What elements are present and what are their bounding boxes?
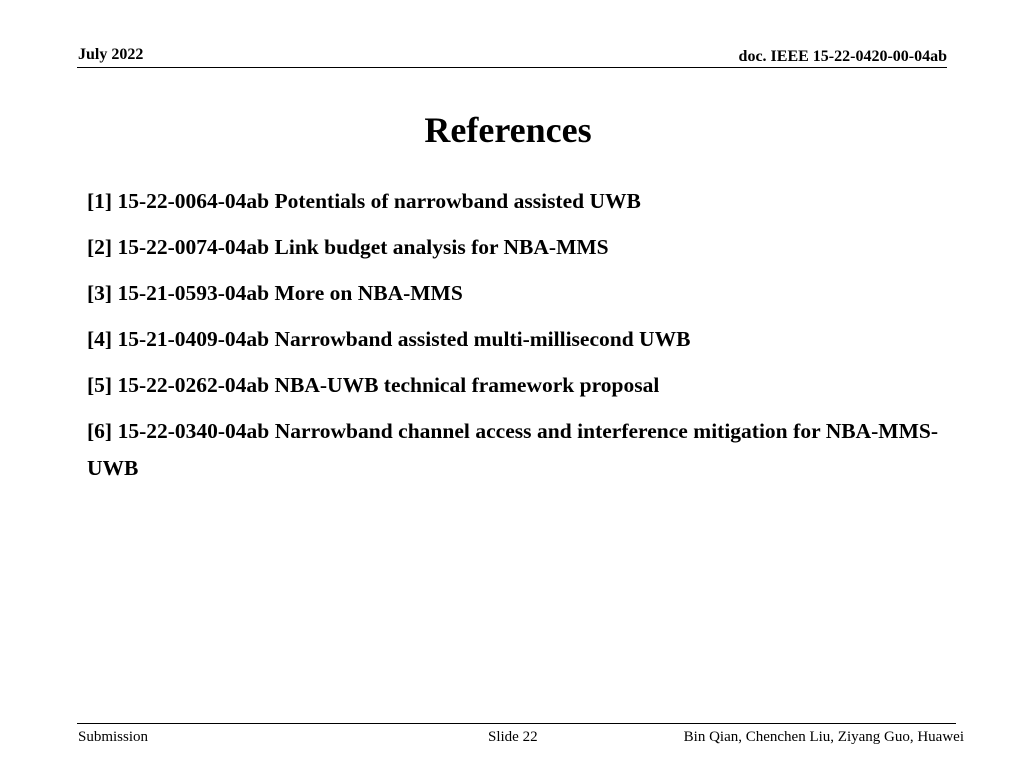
reference-item: [4] 15-21-0409-04ab Narrowband assisted multi-millisecond UWB — [87, 327, 691, 351]
reference-item: [5] 15-22-0262-04ab NBA-UWB technical framework proposal — [87, 373, 660, 397]
header-date: July 2022 — [78, 46, 144, 63]
footer-submission: Submission — [78, 729, 149, 745]
header-doc-id: doc. IEEE 15-22-0420-00-04ab — [738, 48, 947, 65]
reference-item: [6] 15-22-0340-04ab Narrowband channel access and interference mitigation for NBA-MMS-UWB — [87, 419, 938, 480]
footer-divider — [77, 723, 956, 724]
header-divider — [77, 67, 947, 68]
footer-authors: Bin Qian, Chenchen Liu, Ziyang Guo, Huawei — [683, 729, 964, 745]
reference-item: [2] 15-22-0074-04ab Link budget analysis for NBA-MMS — [87, 235, 609, 259]
reference-item: [3] 15-21-0593-04ab More on NBA-MMS — [87, 281, 463, 305]
reference-item: [1] 15-22-0064-04ab Potentials of narrowband assisted UWB — [87, 189, 641, 213]
footer-slide-number: Slide 22 — [488, 729, 538, 745]
reference-list — [87, 183, 938, 496]
slide-title: References — [424, 110, 592, 150]
